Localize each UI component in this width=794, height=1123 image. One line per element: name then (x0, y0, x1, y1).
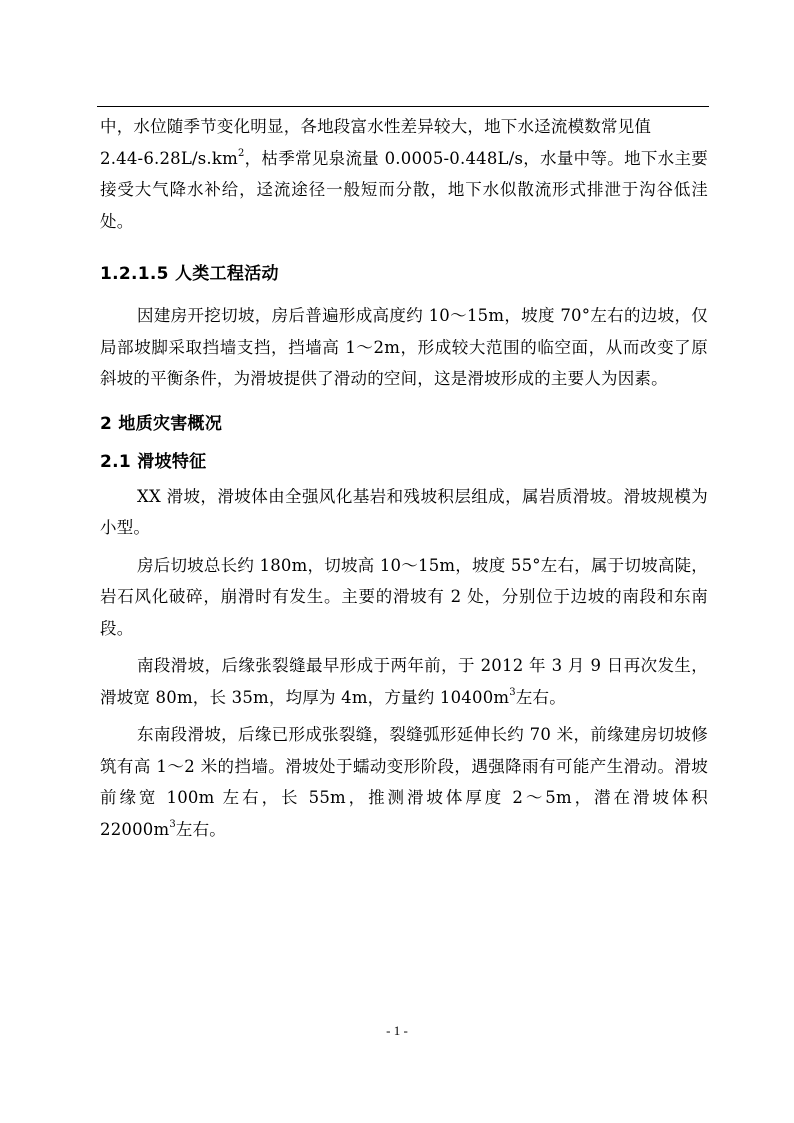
landslide-paragraph-3-text: 南段滑坡，后缘张裂缝最早形成于两年前，于 2012 年 3 月 9 日再次发生，滑坡宽 80m，长 35m，均厚为 4m，方量约 10400m (100, 656, 708, 707)
landslide-paragraph-3-suffix: 左右。 (515, 687, 566, 707)
continuation-line-1: 中，水位随季节变化明显，各地段富水性差异较大，地下水迳流模数常见值 (100, 117, 652, 136)
continuation-paragraph (100, 111, 708, 237)
landslide-paragraph-3 (100, 650, 708, 713)
section-heading-2-1: 2.1 滑坡特征 (100, 451, 207, 472)
section-heading-1-2-1-5: 1.2.1.5 人类工程活动 (100, 264, 279, 284)
unit-superscript: 2 (237, 148, 245, 159)
page-content (100, 111, 708, 845)
landslide-paragraph-4 (100, 719, 708, 845)
section-heading-2: 2 地质灾害概况 (100, 413, 223, 434)
landslide-paragraph-1: XX 滑坡，滑坡体由全强风化基岩和残坡积层组成，属岩质滑坡。滑坡规模为小型。 (100, 486, 708, 537)
continuation-line-2-suffix: ，枯季常见泉流量 0.0005-0.448L/s，水量中等。地下水主要接受大气降水补给，迳流途径一般短而分散，地下水似散流形式排泄于沟谷低洼处。 (100, 148, 708, 231)
header-rule (97, 106, 709, 107)
page-number: - 1 - (386, 1023, 408, 1038)
landslide-paragraph-4-text: 东南段滑坡，后缘已形成张裂缝，裂缝弧形延伸长约 70 米，前缘建房切坡修筑有高 1～2 米的挡墙。滑坡处于蠕动变形阶段，遇强降雨有可能产生滑动。滑坡前缘宽 100m 左右，长 55m，推测滑坡体厚度 2～5m，潜在滑坡体积 22000m (100, 725, 708, 839)
continuation-line-2-prefix: 2.44-6.28L/s.km (100, 148, 238, 168)
volume-superscript: 3 (509, 687, 516, 698)
human-activity-paragraph: 因建房开挖切坡，房后普遍形成高度约 10～15m，坡度 70°左右的边坡，仅局部坡脚采取挡墙支挡，挡墙高 1～2m，形成较大范围的临空面，从而改变了原斜坡的平衡条件，为滑坡提供了滑动的空间，这是滑坡形成的主要人为因素。 (100, 306, 708, 388)
landslide-paragraph-4-suffix: 左右。 (175, 819, 227, 839)
landslide-paragraph-2: 房后切坡总长约 180m，切坡高 10～15m，坡度 55°左右，属于切坡高陡，岩石风化破碎，崩滑时有发生。主要的滑坡有 2 处，分别位于边坡的南段和东南段。 (100, 555, 708, 638)
volume-superscript: 3 (169, 819, 176, 830)
